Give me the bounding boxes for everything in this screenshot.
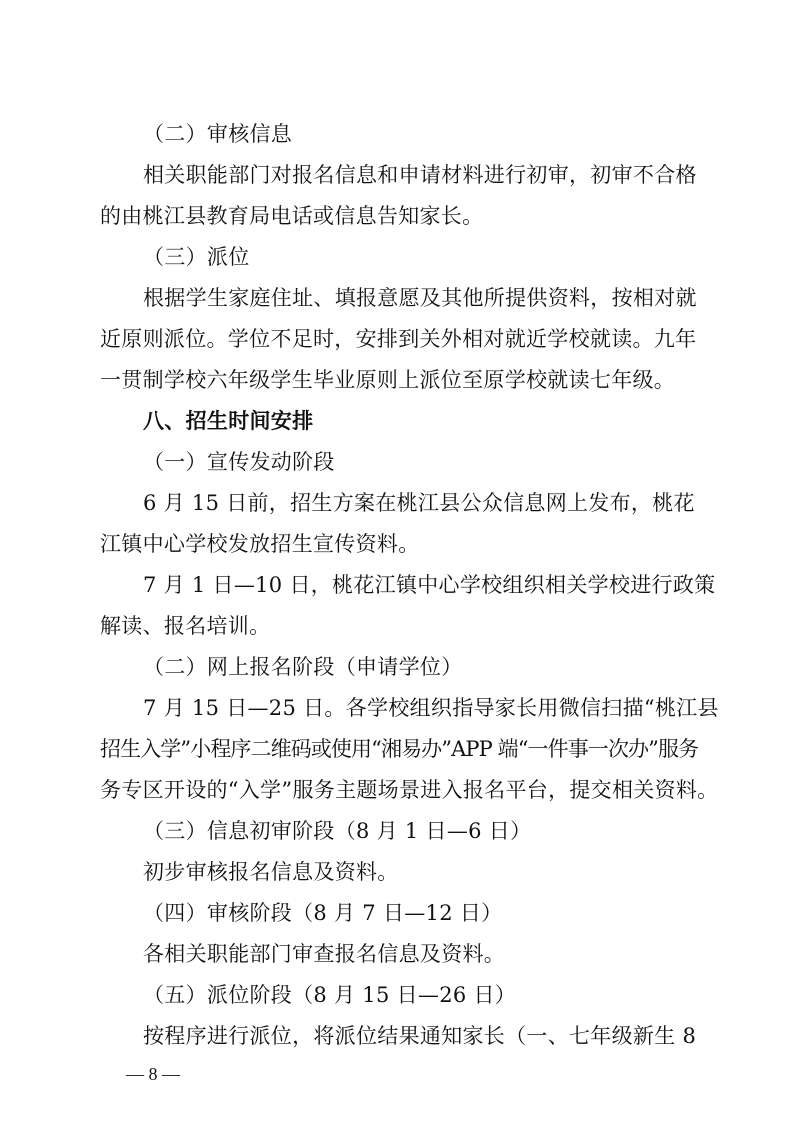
paragraph-line: 根据学生家庭住址、填报意愿及其他所提供资料，按相对就 — [143, 286, 697, 310]
section-heading-online-registration: （二）网上报名阶段（申请学位） — [143, 655, 463, 679]
section-heading-review: （二）审核信息 — [143, 122, 293, 146]
paragraph-line: 7 月 1 日—10 日，桃花江镇中心学校组织相关学校进行政策 — [143, 573, 716, 597]
section-heading-publicity: （一）宣传发动阶段 — [143, 450, 335, 474]
paragraph-line: 的由桃江县教育局电话或信息告知家长。 — [100, 204, 484, 228]
paragraph-line: 各相关职能部门审查报名信息及资料。 — [143, 942, 506, 966]
section-heading-initial-review: （三）信息初审阶段（8 月 1 日—6 日） — [143, 819, 532, 843]
paragraph-line: 按程序进行派位，将派位结果通知家长（一、七年级新生 8 — [143, 1024, 697, 1048]
paragraph-line: 江镇中心学校发放招生宣传资料。 — [100, 532, 420, 556]
section-heading-assignment: （三）派位 — [143, 245, 250, 269]
page-number: — 8 — — [126, 1064, 180, 1084]
section-heading-audit: （四）审核阶段（8 月 7 日—12 日） — [143, 901, 503, 925]
paragraph-line: 近原则派位。学位不足时，安排到关外相对就近学校就读。九年 — [100, 327, 697, 351]
chapter-heading-schedule: 八、招生时间安排 — [143, 409, 314, 433]
paragraph-line: 6 月 15 日前，招生方案在桃江县公众信息网上发布，桃花 — [143, 491, 695, 515]
paragraph-line: 解读、报名培训。 — [100, 614, 271, 638]
paragraph-line: 招生入学”小程序二维码或使用“湘易办”APP 端“一件事一次办”服务 — [100, 737, 699, 761]
section-heading-assignment-stage: （五）派位阶段（8 月 15 日—26 日） — [143, 983, 517, 1007]
paragraph-line: 7 月 15 日—25 日。各学校组织指导家长用微信扫描“桃江县 — [143, 696, 719, 720]
paragraph-line: 务专区开设的“入学”服务主题场景进入报名平台，提交相关资料。 — [100, 778, 719, 802]
paragraph-line: 一贯制学校六年级学生毕业原则上派位至原学校就读七年级。 — [100, 368, 676, 392]
paragraph-line: 相关职能部门对报名信息和申请材料进行初审，初审不合格 — [143, 163, 697, 187]
paragraph-line: 初步审核报名信息及资料。 — [143, 860, 399, 884]
